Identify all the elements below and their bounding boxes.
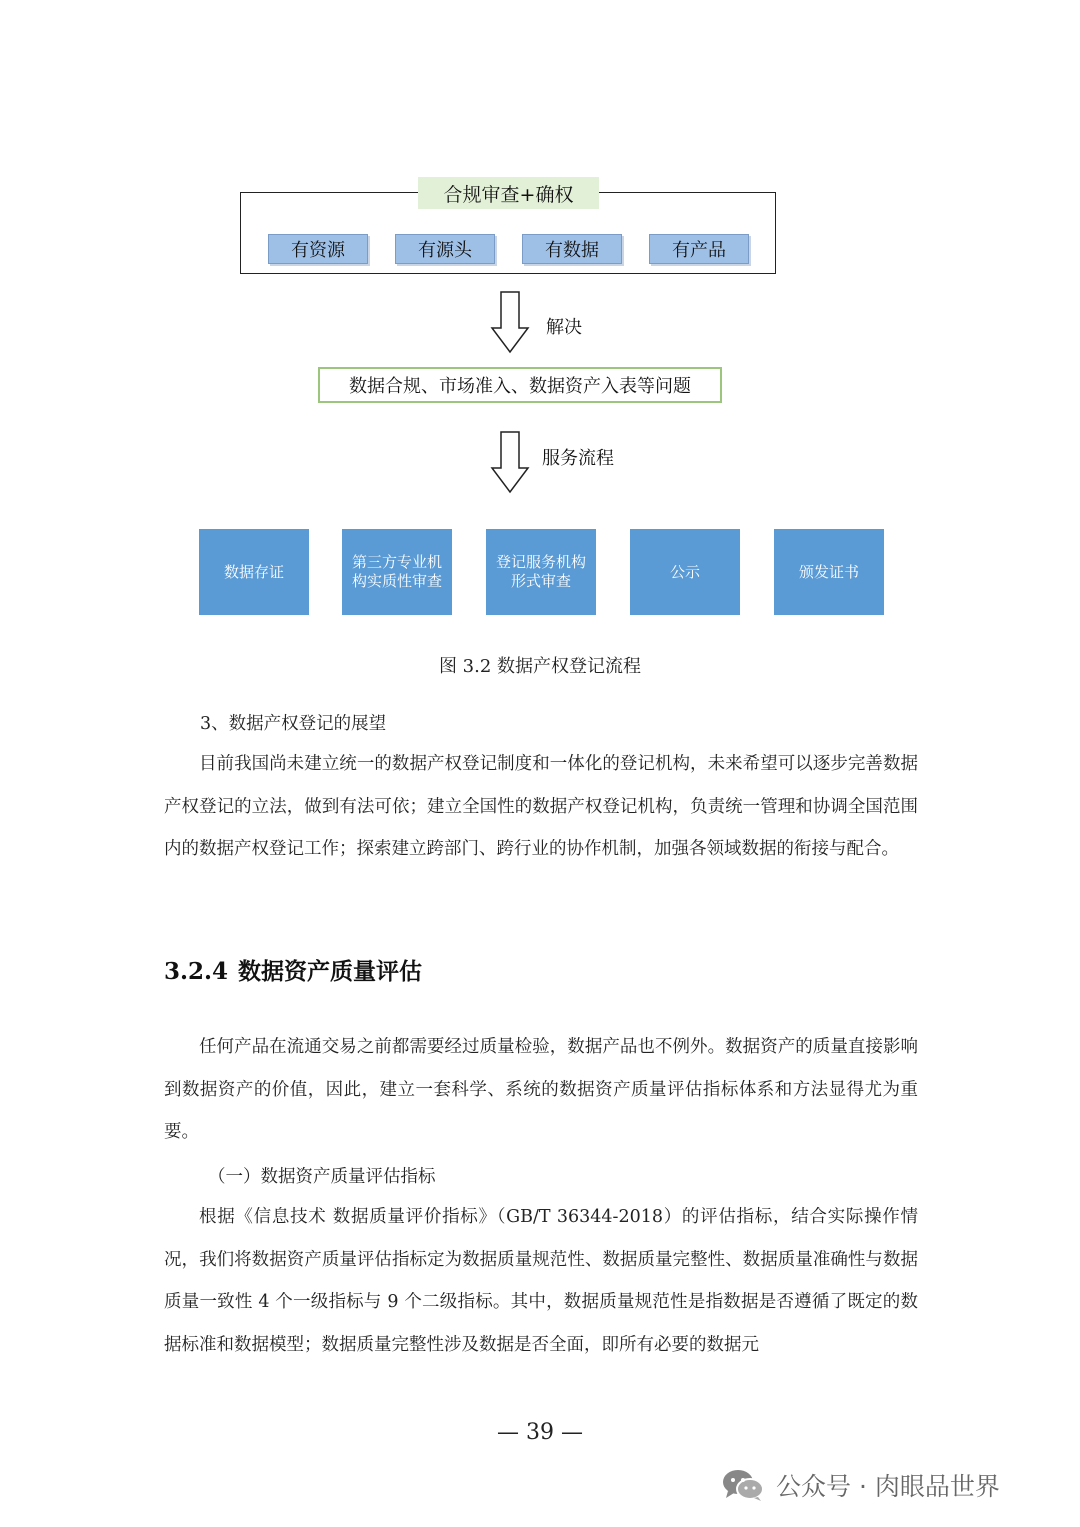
wechat-icon xyxy=(722,1468,764,1502)
subheading-outlook: 3、数据产权登记的展望 xyxy=(200,714,387,734)
step-third-party-review: 第三方专业机构实质性审查 xyxy=(342,529,452,615)
chip-resource: 有资源 xyxy=(268,234,368,264)
section-heading xyxy=(164,953,422,986)
down-arrow-icon xyxy=(490,430,530,494)
paragraph-indicators: 根据《信息技术 数据质量评价指标》（GB/T 36344-2018）的评估指标，结合实际操作情况，我们将数据资产质量评估指标定为数据质量规范性、数据质量完整性、数据质量准确性与数据质量一致性 4 个一级指标与 9 个二级指标。其中，数据质量规范性是指数据是否遵循了既定的数据标准和数据模型；数据质量完整性涉及数据是否全面，即所有必要的数据元 xyxy=(164,1207,918,1355)
paragraph-outlook: 目前我国尚未建立统一的数据产权登记制度和一体化的登记机构，未来希望可以逐步完善数据产权登记的立法，做到有法可依；建立全国性的数据产权登记机构，负责统一管理和协调全国范围内的数据产权登记工作；探索建立跨部门、跨行业的协作机制，加强各领域数据的衔接与配合。 xyxy=(164,754,918,859)
step-publicity: 公示 xyxy=(630,529,740,615)
page-number: — 39 — xyxy=(497,1420,583,1445)
figure-caption: 图 3.2 数据产权登记流程 xyxy=(438,656,642,677)
chip-data: 有数据 xyxy=(522,234,622,264)
arrow-label-process: 服务流程 xyxy=(542,448,614,469)
problem-box: 数据合规、市场准入、数据资产入表等问题 xyxy=(318,367,722,403)
down-arrow-icon xyxy=(490,290,530,354)
watermark xyxy=(722,1465,1000,1505)
chip-product: 有产品 xyxy=(649,234,749,264)
step-deposit: 数据存证 xyxy=(199,529,309,615)
arrow-label-solve: 解决 xyxy=(546,317,582,338)
section-number: 3.2.4 xyxy=(164,958,229,985)
chip-source: 有源头 xyxy=(395,234,495,264)
frame-label: 合规审查+确权 xyxy=(418,177,599,209)
paragraph-quality-intro: 任何产品在流通交易之前都需要经过质量检验，数据产品也不例外。数据资产的质量直接影响到数据资产的价值，因此，建立一套科学、系统的数据资产质量评估指标体系和方法显得尤为重要。 xyxy=(164,1037,918,1142)
step-certificate: 颁发证书 xyxy=(774,529,884,615)
section-title: 数据资产质量评估 xyxy=(238,959,423,985)
subheading-indicators: （一）数据资产质量评估指标 xyxy=(208,1167,436,1187)
step-formal-review: 登记服务机构形式审查 xyxy=(486,529,596,615)
watermark-text: 公众号 · 肉眼品世界 xyxy=(776,1472,1000,1501)
